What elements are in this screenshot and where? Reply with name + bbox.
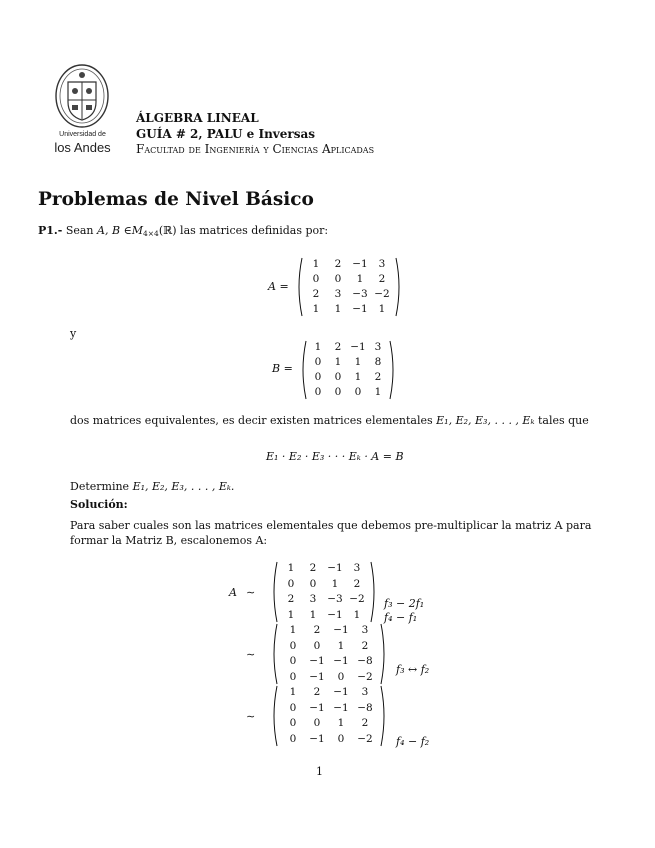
right-paren (396, 258, 399, 316)
matrix-cell: −1 (309, 670, 325, 683)
solution-title: Solución: (70, 498, 128, 511)
matrix-cell: 0 (313, 639, 321, 652)
step2-sim: ∼ (246, 648, 256, 661)
matrix-cell: 2 (312, 288, 320, 300)
matrix-cell: 2 (313, 624, 321, 636)
left-paren (274, 686, 277, 746)
matrix-cell: −1 (350, 341, 366, 353)
matrix-cell: 1 (314, 341, 322, 353)
matrix-cell: 0 (289, 701, 297, 714)
matrix-cell: 1 (289, 624, 297, 636)
matrix-cell: 3 (361, 624, 369, 636)
faculty-name: Facultad de Ingeniería y Ciencias Aplicadas (136, 142, 375, 156)
matrix-cell: 1 (289, 686, 297, 698)
matrix-cell: 1 (309, 608, 317, 621)
matrix-cell: 2 (287, 593, 295, 605)
step3-matrix (271, 685, 387, 747)
matrix-cell: 1 (287, 562, 295, 574)
matrix-cell: 0 (334, 371, 342, 383)
matrix-cell: 0 (337, 670, 345, 683)
matrix-cell: 2 (353, 577, 361, 590)
matrix-cell: −1 (327, 608, 343, 621)
step3-op-1: f₄ − f₂ (396, 735, 430, 748)
matrix-cell: 2 (313, 686, 321, 698)
main-equation: E₁ · E₂ · E₃ · · · Eₖ · A = B (266, 450, 404, 463)
matrix-cell: 2 (374, 371, 382, 383)
matrix-cell: −8 (357, 701, 373, 714)
matrix-cell: −3 (352, 288, 368, 300)
matrix-cell: 0 (354, 386, 362, 398)
matrix-cell: 3 (361, 686, 369, 698)
matrix-cell: 2 (361, 639, 369, 652)
step2-matrix (271, 623, 387, 685)
matrix-cell: −2 (349, 593, 365, 605)
step3-sim: ∼ (246, 710, 256, 723)
matrix-cell: −1 (309, 732, 325, 745)
right-paren (390, 341, 393, 399)
matrix-cell: 0 (289, 655, 297, 667)
matrix-cell: 0 (289, 639, 297, 652)
right-paren (371, 562, 374, 622)
matrix-cell: 2 (309, 562, 317, 574)
matrix-cell: 0 (334, 273, 342, 285)
university-name-small: Universidad de (59, 131, 106, 138)
matrix-cell: −1 (333, 624, 349, 636)
matrix-cell: 0 (309, 577, 317, 590)
determine-line (70, 480, 234, 494)
matrix-cell: 1 (337, 639, 345, 652)
determine-vars: E₁, E₂, E₃, . . . , Eₖ. (132, 480, 235, 493)
matrix-cell: 1 (354, 371, 362, 383)
matrix-cell: 0 (337, 732, 345, 745)
matrix-cell: −3 (327, 593, 343, 605)
matrix-cell: −2 (374, 288, 390, 300)
matrix-cell: 2 (334, 341, 342, 353)
right-paren (381, 624, 384, 684)
step1-matrix (271, 561, 377, 623)
solution-text-2: formar la Matriz B, escalonemos A: (70, 534, 268, 547)
matrix-cell: 0 (314, 356, 322, 368)
matrix-cell: 1 (356, 273, 364, 285)
matrix-cell: 1 (374, 386, 382, 398)
matrix-cell: 0 (287, 577, 295, 590)
matrix-cell: 0 (312, 273, 320, 285)
left-paren (274, 562, 277, 622)
matrix-cell: −8 (357, 655, 373, 667)
equiv-line (70, 414, 589, 428)
matrix-cell: −2 (357, 732, 373, 745)
matrix-cell: 2 (334, 258, 342, 270)
problem-label: P1.- (38, 224, 63, 237)
matrix-cell: 0 (313, 717, 321, 729)
guide-title: GUÍA # 2, PALU e Inversas (136, 127, 316, 141)
matrix-cell: 1 (287, 608, 295, 621)
matrix-cell: −1 (309, 701, 325, 714)
matrix-cell: 0 (289, 732, 297, 745)
step1-sim: ∼ (246, 586, 256, 599)
matrix-cell: −1 (333, 686, 349, 698)
matrix-a-label: A = (268, 280, 289, 293)
matrix-cell: 0 (314, 386, 322, 398)
determine-text: Determine (70, 480, 130, 493)
matrix-cell: −1 (327, 562, 343, 574)
matrix-cell: 3 (309, 593, 317, 605)
matrix-cell: −1 (309, 655, 325, 667)
matrix-cell: 1 (334, 303, 342, 315)
matrix-cell: 1 (334, 356, 342, 368)
university-name-big: los Andes (54, 140, 111, 155)
right-paren (381, 686, 384, 746)
matrix-b (300, 340, 396, 400)
step1-op-1: f₃ − 2f₁ (384, 597, 425, 610)
matrix-b-label: B = (272, 362, 293, 375)
intro-rest: las matrices definidas por: (180, 224, 329, 237)
matrix-cell: 1 (353, 608, 361, 621)
matrix-cell: 1 (331, 577, 339, 590)
intro-space: M (131, 224, 143, 237)
matrix-cell: 0 (289, 717, 297, 729)
matrix-cell: 1 (337, 717, 345, 729)
matrix-cell: 0 (314, 371, 322, 383)
and-word: y (70, 327, 77, 340)
section-title: Problemas de Nivel Básico (38, 189, 314, 210)
step2-op-1: f₃ ↔ f₂ (396, 663, 430, 676)
matrix-a (296, 257, 402, 317)
matrix-cell: 3 (334, 288, 342, 300)
matrix-cell: 1 (354, 356, 362, 368)
left-paren (303, 341, 306, 399)
equiv-tail: tales que (537, 414, 589, 427)
matrix-cell: 0 (289, 670, 297, 683)
problem-intro (38, 224, 328, 241)
matrix-cell: 3 (378, 258, 386, 270)
step1-op-2: f₄ − f₁ (384, 611, 418, 624)
left-paren (299, 258, 302, 316)
matrix-cell: −2 (357, 670, 373, 683)
matrix-cell: 8 (374, 356, 382, 368)
course-title: ÁLGEBRA LINEAL (136, 111, 259, 125)
matrix-cell: −1 (352, 303, 368, 315)
intro-text: Sean (65, 224, 94, 237)
equiv-vars: E₁, E₂, E₃, . . . , Eₖ (436, 414, 535, 427)
equiv-text: dos matrices equivalentes, es decir existen matrices elementales (70, 414, 433, 427)
matrix-cell: −1 (333, 701, 349, 714)
matrix-cell: 1 (378, 303, 386, 315)
matrix-cell: 1 (312, 303, 320, 315)
matrix-cell: 3 (353, 562, 361, 574)
matrix-cell: 3 (374, 341, 382, 353)
matrix-cell: −1 (333, 655, 349, 667)
matrix-cell: 0 (334, 386, 342, 398)
step1-a-label: A (229, 586, 237, 599)
page-number: 1 (316, 765, 323, 778)
intro-field: (ℝ) (158, 224, 177, 237)
solution-text-1: Para saber cuales son las matrices elementales que debemos pre-multiplicar la matriz A para (70, 519, 592, 532)
matrix-cell: 2 (378, 273, 386, 285)
intro-in: ∈ (123, 224, 132, 237)
matrix-cell: 1 (312, 258, 320, 270)
left-paren (274, 624, 277, 684)
intro-sub: 4×4 (142, 229, 159, 238)
matrix-cell: −1 (352, 258, 368, 270)
intro-vars: A, B (97, 224, 121, 237)
matrix-cell: 2 (361, 717, 369, 729)
